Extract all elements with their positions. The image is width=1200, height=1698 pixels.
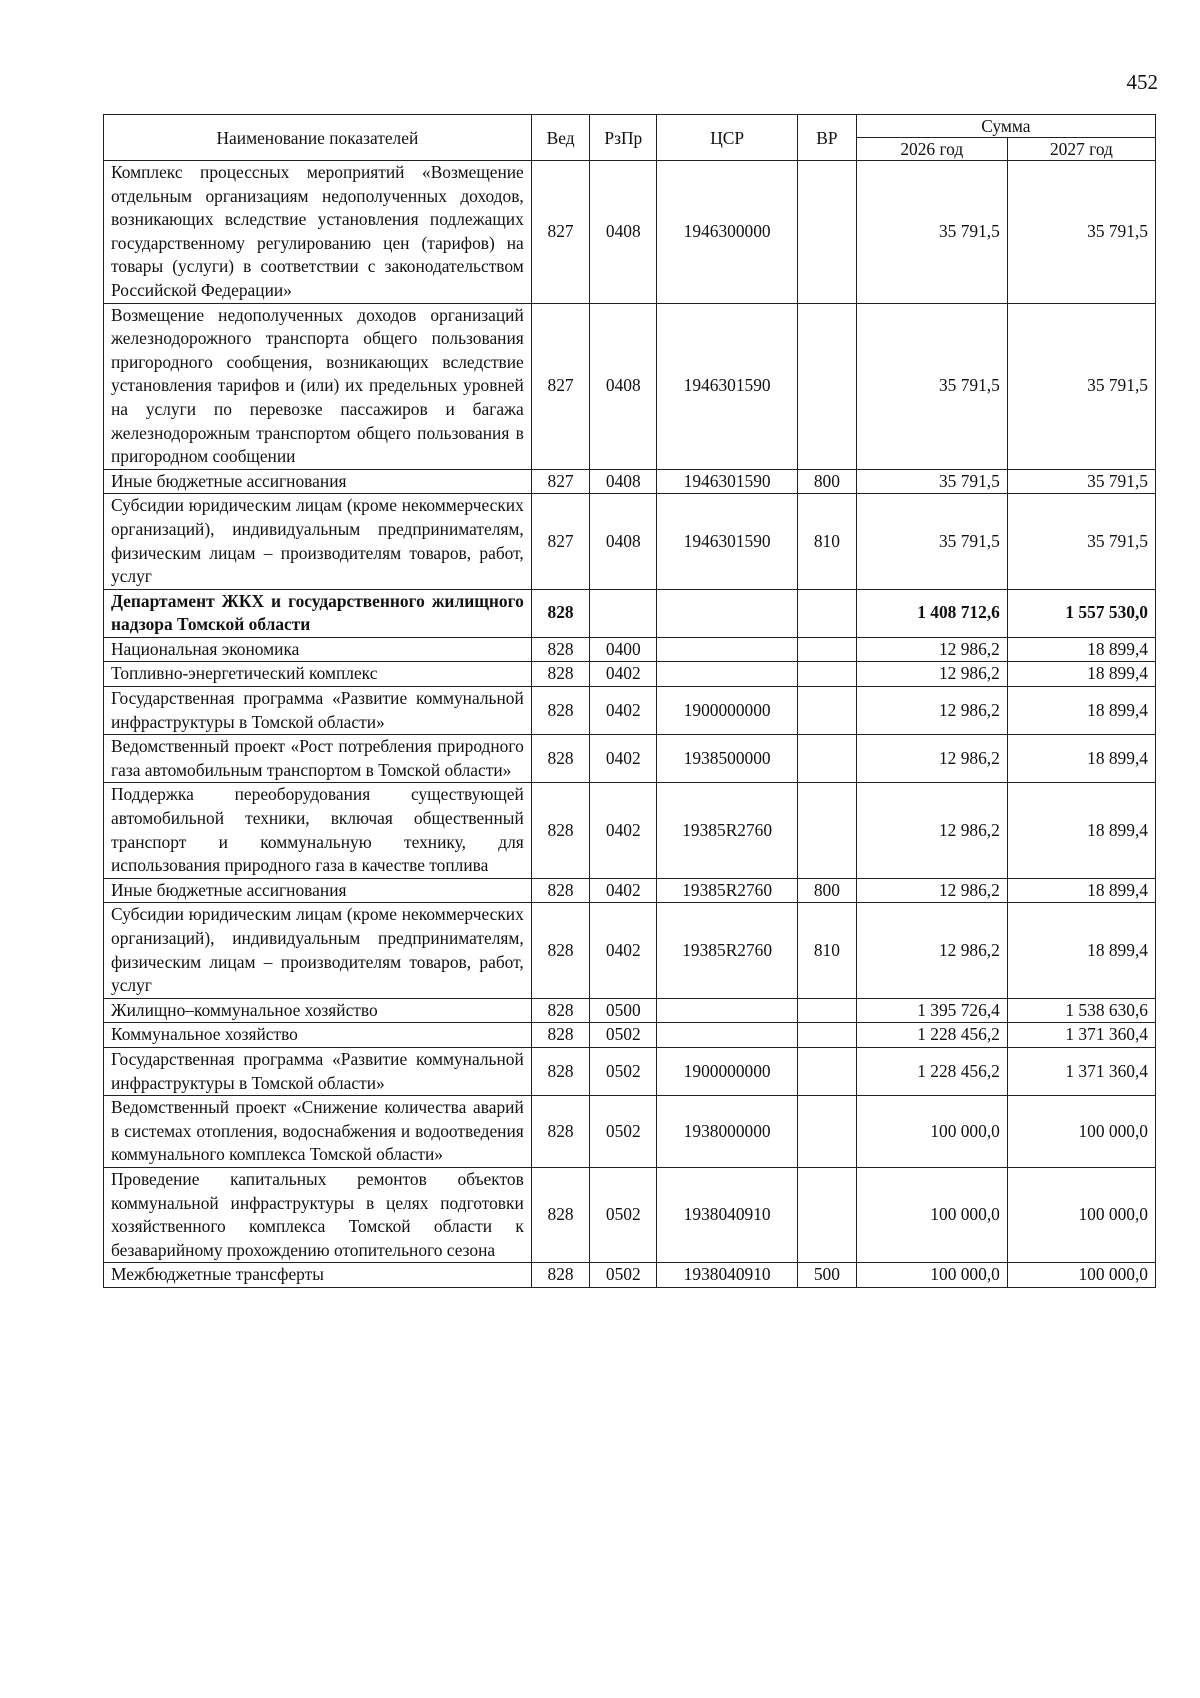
cell-rzpr: 0402 [590, 687, 657, 735]
table-row [104, 161, 1156, 304]
cell-sum-2027: 100 000,0 [1007, 1167, 1155, 1262]
cell-sum-2026: 100 000,0 [856, 1167, 1007, 1262]
cell-csr: 19385R2760 [657, 878, 798, 903]
cell-rzpr [590, 589, 657, 637]
cell-rzpr: 0400 [590, 637, 657, 662]
cell-sum-2027: 1 371 360,4 [1007, 1047, 1155, 1095]
cell-csr: 1938500000 [657, 735, 798, 783]
header-csr: ЦСР [657, 115, 798, 161]
cell-vr [798, 1167, 857, 1262]
cell-rzpr: 0402 [590, 735, 657, 783]
cell-sum-2027: 35 791,5 [1007, 494, 1155, 589]
cell-csr [657, 1023, 798, 1048]
cell-name: Департамент ЖКХ и государственного жилищного надзора Томской области [104, 589, 532, 637]
cell-vr [798, 1047, 857, 1095]
cell-vr [798, 687, 857, 735]
table-row [104, 494, 1156, 589]
cell-csr: 19385R2760 [657, 903, 798, 998]
cell-csr: 1938040910 [657, 1167, 798, 1262]
cell-csr: 1900000000 [657, 1047, 798, 1095]
cell-vr [798, 998, 857, 1023]
header-year-2026: 2026 год [856, 138, 1007, 161]
table-row [104, 469, 1156, 494]
cell-sum-2026: 100 000,0 [856, 1096, 1007, 1168]
cell-sum-2027: 100 000,0 [1007, 1096, 1155, 1168]
table-row [104, 783, 1156, 878]
cell-csr [657, 589, 798, 637]
header-vr: ВР [798, 115, 857, 161]
table-body [104, 161, 1156, 1288]
cell-sum-2026: 12 986,2 [856, 878, 1007, 903]
cell-csr: 1946301590 [657, 303, 798, 469]
cell-sum-2027: 35 791,5 [1007, 303, 1155, 469]
table-row [104, 687, 1156, 735]
table-row [104, 998, 1156, 1023]
cell-ved: 828 [531, 903, 590, 998]
cell-rzpr: 0500 [590, 998, 657, 1023]
cell-name: Субсидии юридическим лицам (кроме некоммерческих организаций), индивидуальным предпринимателям, физическим лицам – производителям товаров, работ, услуг [104, 903, 532, 998]
cell-sum-2026: 100 000,0 [856, 1263, 1007, 1288]
cell-vr [798, 735, 857, 783]
cell-sum-2026: 35 791,5 [856, 161, 1007, 304]
cell-name: Проведение капитальных ремонтов объектов коммунальной инфраструктуры в целях подготовки хозяйственного комплекса Томской области к безаварийному прохождению отопительного сезона [104, 1167, 532, 1262]
cell-ved: 828 [531, 1023, 590, 1048]
table-row [104, 878, 1156, 903]
cell-rzpr: 0502 [590, 1167, 657, 1262]
header-name: Наименование показателей [104, 115, 532, 161]
cell-vr: 800 [798, 469, 857, 494]
cell-name: Государственная программа «Развитие коммунальной инфраструктуры в Томской области» [104, 687, 532, 735]
cell-sum-2027: 1 371 360,4 [1007, 1023, 1155, 1048]
header-year-2027: 2027 год [1007, 138, 1155, 161]
cell-name: Комплекс процессных мероприятий «Возмещение отдельным организациям недополученных доходов, возникающих вследствие установления подлежащих государственному регулированию цен (тарифов) на товары (услуги) в соответствии с законодательством Российской Федерации» [104, 161, 532, 304]
cell-name: Ведомственный проект «Снижение количества аварий в системах отопления, водоснабжения и водоотведения коммунального комплекса Томской области» [104, 1096, 532, 1168]
cell-vr [798, 1023, 857, 1048]
header-rzpr: РзПр [590, 115, 657, 161]
cell-ved: 827 [531, 494, 590, 589]
table-row [104, 303, 1156, 469]
cell-sum-2027: 18 899,4 [1007, 903, 1155, 998]
cell-ved: 828 [531, 1047, 590, 1095]
cell-name: Национальная экономика [104, 637, 532, 662]
cell-name: Жилищно–коммунальное хозяйство [104, 998, 532, 1023]
cell-csr [657, 998, 798, 1023]
cell-vr [798, 662, 857, 687]
cell-sum-2026: 12 986,2 [856, 783, 1007, 878]
cell-sum-2026: 12 986,2 [856, 662, 1007, 687]
table-row [104, 1047, 1156, 1095]
cell-rzpr: 0408 [590, 469, 657, 494]
table-row [104, 637, 1156, 662]
cell-name: Ведомственный проект «Рост потребления природного газа автомобильным транспортом в Томской области» [104, 735, 532, 783]
cell-rzpr: 0502 [590, 1047, 657, 1095]
cell-csr: 1946301590 [657, 494, 798, 589]
cell-name: Межбюджетные трансферты [104, 1263, 532, 1288]
cell-vr: 800 [798, 878, 857, 903]
cell-sum-2027: 100 000,0 [1007, 1263, 1155, 1288]
cell-sum-2026: 1 228 456,2 [856, 1047, 1007, 1095]
cell-vr: 810 [798, 903, 857, 998]
cell-ved: 828 [531, 1263, 590, 1288]
cell-sum-2026: 1 228 456,2 [856, 1023, 1007, 1048]
table-row [104, 662, 1156, 687]
cell-ved: 828 [531, 589, 590, 637]
header-sum: Сумма [856, 115, 1155, 138]
cell-sum-2027: 18 899,4 [1007, 662, 1155, 687]
table-row [104, 735, 1156, 783]
cell-sum-2026: 12 986,2 [856, 903, 1007, 998]
table-header [104, 115, 1156, 161]
cell-sum-2027: 18 899,4 [1007, 637, 1155, 662]
cell-name: Коммунальное хозяйство [104, 1023, 532, 1048]
cell-vr [798, 783, 857, 878]
cell-rzpr: 0408 [590, 303, 657, 469]
cell-vr [798, 637, 857, 662]
cell-csr: 1946301590 [657, 469, 798, 494]
cell-sum-2027: 18 899,4 [1007, 735, 1155, 783]
cell-vr: 810 [798, 494, 857, 589]
cell-ved: 827 [531, 469, 590, 494]
cell-rzpr: 0502 [590, 1263, 657, 1288]
cell-sum-2027: 18 899,4 [1007, 783, 1155, 878]
cell-sum-2027: 35 791,5 [1007, 161, 1155, 304]
cell-sum-2027: 18 899,4 [1007, 878, 1155, 903]
cell-sum-2027: 18 899,4 [1007, 687, 1155, 735]
cell-ved: 827 [531, 303, 590, 469]
cell-csr [657, 637, 798, 662]
page-number: 452 [1126, 70, 1158, 94]
cell-sum-2027: 35 791,5 [1007, 469, 1155, 494]
cell-vr [798, 1096, 857, 1168]
cell-name: Иные бюджетные ассигнования [104, 469, 532, 494]
cell-rzpr: 0402 [590, 662, 657, 687]
cell-sum-2026: 35 791,5 [856, 494, 1007, 589]
cell-sum-2027: 1 557 530,0 [1007, 589, 1155, 637]
cell-sum-2026: 12 986,2 [856, 735, 1007, 783]
table-row [104, 1023, 1156, 1048]
cell-vr [798, 589, 857, 637]
cell-ved: 828 [531, 998, 590, 1023]
cell-sum-2026: 12 986,2 [856, 637, 1007, 662]
cell-csr: 19385R2760 [657, 783, 798, 878]
cell-sum-2026: 1 408 712,6 [856, 589, 1007, 637]
cell-ved: 828 [531, 783, 590, 878]
cell-rzpr: 0408 [590, 161, 657, 304]
table-row [104, 903, 1156, 998]
cell-ved: 827 [531, 161, 590, 304]
cell-ved: 828 [531, 662, 590, 687]
cell-ved: 828 [531, 878, 590, 903]
cell-rzpr: 0502 [590, 1096, 657, 1168]
table-row [104, 1096, 1156, 1168]
cell-sum-2026: 12 986,2 [856, 687, 1007, 735]
cell-name: Субсидии юридическим лицам (кроме некоммерческих организаций), индивидуальным предпринимателям, физическим лицам – производителям товаров, работ, услуг [104, 494, 532, 589]
cell-rzpr: 0402 [590, 783, 657, 878]
cell-rzpr: 0502 [590, 1023, 657, 1048]
cell-sum-2026: 1 395 726,4 [856, 998, 1007, 1023]
cell-ved: 828 [531, 1167, 590, 1262]
cell-ved: 828 [531, 735, 590, 783]
cell-rzpr: 0408 [590, 494, 657, 589]
cell-name: Топливно-энергетический комплекс [104, 662, 532, 687]
cell-name: Возмещение недополученных доходов организаций железнодорожного транспорта общего пользования пригородного сообщения, возникающих вследствие установления тарифов и (или) их предельных уровней на услуги по перевозке пассажиров и багажа железнодорожным транспортом общего пользования в пригородном сообщении [104, 303, 532, 469]
cell-csr: 1938000000 [657, 1096, 798, 1168]
cell-name: Поддержка переоборудования существующей автомобильной техники, включая общественный транспорт и коммунальную технику, для использования природного газа в качестве топлива [104, 783, 532, 878]
budget-table [103, 114, 1156, 1288]
cell-ved: 828 [531, 637, 590, 662]
cell-rzpr: 0402 [590, 903, 657, 998]
table-row [104, 1263, 1156, 1288]
cell-sum-2026: 35 791,5 [856, 469, 1007, 494]
table-row [104, 1167, 1156, 1262]
cell-vr: 500 [798, 1263, 857, 1288]
cell-csr: 1946300000 [657, 161, 798, 304]
cell-ved: 828 [531, 687, 590, 735]
cell-rzpr: 0402 [590, 878, 657, 903]
cell-csr [657, 662, 798, 687]
header-ved: Вед [531, 115, 590, 161]
cell-csr: 1900000000 [657, 687, 798, 735]
cell-sum-2027: 1 538 630,6 [1007, 998, 1155, 1023]
table-row [104, 589, 1156, 637]
cell-name: Иные бюджетные ассигнования [104, 878, 532, 903]
cell-csr: 1938040910 [657, 1263, 798, 1288]
cell-sum-2026: 35 791,5 [856, 303, 1007, 469]
cell-ved: 828 [531, 1096, 590, 1168]
cell-vr [798, 161, 857, 304]
cell-vr [798, 303, 857, 469]
cell-name: Государственная программа «Развитие коммунальной инфраструктуры в Томской области» [104, 1047, 532, 1095]
